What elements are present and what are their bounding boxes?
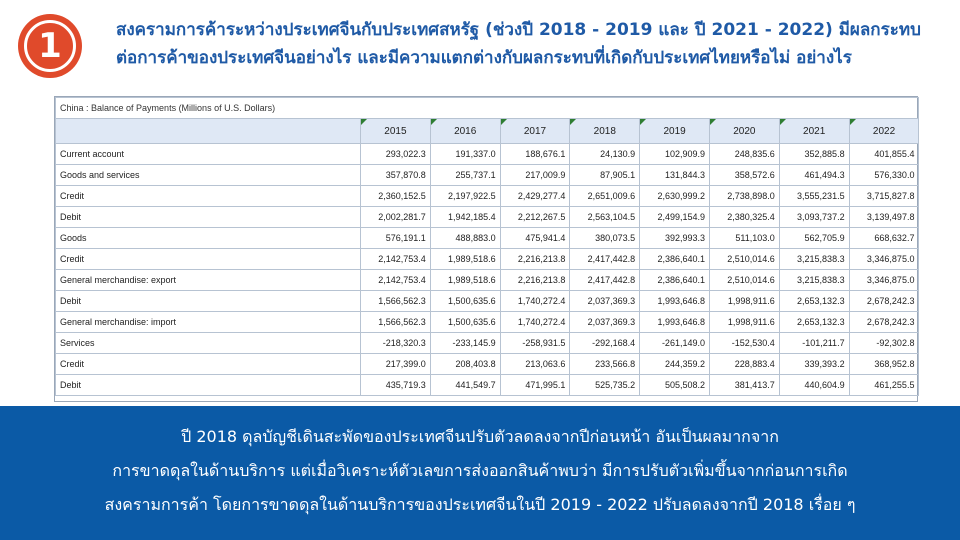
value-cell: 293,022.3 [361, 144, 431, 165]
table-row [56, 228, 919, 249]
value-cell: 3,346,875.0 [849, 270, 919, 291]
value-cell: 208,403.8 [430, 354, 500, 375]
value-cell: 2,197,922.5 [430, 186, 500, 207]
value-cell: 3,346,875.0 [849, 249, 919, 270]
value-cell: 381,413.7 [709, 375, 779, 396]
value-cell: 2,499,154.9 [640, 207, 710, 228]
value-cell: 668,632.7 [849, 228, 919, 249]
value-cell: -101,211.7 [779, 333, 849, 354]
value-cell: 1,500,635.6 [430, 291, 500, 312]
value-cell: 2,386,640.1 [640, 270, 710, 291]
value-cell: 475,941.4 [500, 228, 570, 249]
table-caption: China : Balance of Payments (Millions of U.S. Dollars) [56, 98, 919, 119]
value-cell: 2,142,753.4 [361, 270, 431, 291]
value-cell: 488,883.0 [430, 228, 500, 249]
header-year: 2021 [779, 119, 849, 144]
value-cell: 1,989,518.6 [430, 249, 500, 270]
value-cell: 1,993,646.8 [640, 291, 710, 312]
value-cell: 2,386,640.1 [640, 249, 710, 270]
value-cell: 505,508.2 [640, 375, 710, 396]
header-year: 2015 [361, 119, 431, 144]
header-year: 2017 [500, 119, 570, 144]
value-cell: 3,139,497.8 [849, 207, 919, 228]
value-cell: 217,009.9 [500, 165, 570, 186]
value-cell: -261,149.0 [640, 333, 710, 354]
value-cell: 1,740,272.4 [500, 291, 570, 312]
value-cell: 24,130.9 [570, 144, 640, 165]
table-header-row [56, 119, 919, 144]
value-cell: 2,417,442.8 [570, 249, 640, 270]
value-cell: 1,566,562.3 [361, 291, 431, 312]
value-cell: 102,909.9 [640, 144, 710, 165]
value-cell: 188,676.1 [500, 144, 570, 165]
value-cell: 3,555,231.5 [779, 186, 849, 207]
summary-line-1: ปี 2018 ดุลบัญชีเดินสะพัดของประเทศจีนปรับตัวลดลงจากปีก่อนหน้า อันเป็นผลมากจาก [181, 427, 779, 446]
value-cell: 2,653,132.3 [779, 312, 849, 333]
value-cell: -92,302.8 [849, 333, 919, 354]
value-cell: 2,037,369.3 [570, 291, 640, 312]
table-row [56, 186, 919, 207]
header-year: 2022 [849, 119, 919, 144]
row-label: Credit [56, 249, 361, 270]
value-cell: 1,998,911.6 [709, 291, 779, 312]
value-cell: 471,995.1 [500, 375, 570, 396]
value-cell: 339,393.2 [779, 354, 849, 375]
value-cell: 2,142,753.4 [361, 249, 431, 270]
table-row [56, 207, 919, 228]
value-cell: 3,715,827.8 [849, 186, 919, 207]
value-cell: 1,942,185.4 [430, 207, 500, 228]
value-cell: 2,630,999.2 [640, 186, 710, 207]
value-cell: -218,320.3 [361, 333, 431, 354]
value-cell: 2,563,104.5 [570, 207, 640, 228]
row-label: Services [56, 333, 361, 354]
table-row [56, 144, 919, 165]
value-cell: 380,073.5 [570, 228, 640, 249]
value-cell: 2,417,442.8 [570, 270, 640, 291]
header-label-cell [56, 119, 361, 144]
value-cell: 357,870.8 [361, 165, 431, 186]
table-row [56, 354, 919, 375]
value-cell: 562,705.9 [779, 228, 849, 249]
row-label: Goods and services [56, 165, 361, 186]
value-cell: 2,651,009.6 [570, 186, 640, 207]
value-cell: 1,566,562.3 [361, 312, 431, 333]
value-cell: 2,216,213.8 [500, 249, 570, 270]
value-cell: 401,855.4 [849, 144, 919, 165]
value-cell: 248,835.6 [709, 144, 779, 165]
value-cell: 2,002,281.7 [361, 207, 431, 228]
row-label: General merchandise: import [56, 312, 361, 333]
value-cell: 525,735.2 [570, 375, 640, 396]
value-cell: 228,883.4 [709, 354, 779, 375]
value-cell: 2,653,132.3 [779, 291, 849, 312]
value-cell: 576,191.1 [361, 228, 431, 249]
header-year: 2018 [570, 119, 640, 144]
value-cell: 2,360,152.5 [361, 186, 431, 207]
row-label: Current account [56, 144, 361, 165]
heading-line-1: สงครามการค้าระหว่างประเทศจีนกับประเทศสหรัฐ (ช่วงปี 2018 - 2019 และ ปี 2021 - 2022) มีผลกระทบ [116, 20, 921, 40]
value-cell: 352,885.8 [779, 144, 849, 165]
table-row [56, 291, 919, 312]
table-row [56, 375, 919, 396]
value-cell: 213,063.6 [500, 354, 570, 375]
value-cell: 2,212,267.5 [500, 207, 570, 228]
value-cell: 3,215,838.3 [779, 249, 849, 270]
value-cell: 1,740,272.4 [500, 312, 570, 333]
value-cell: -152,530.4 [709, 333, 779, 354]
value-cell: 2,678,242.3 [849, 291, 919, 312]
row-label: Credit [56, 186, 361, 207]
value-cell: 87,905.1 [570, 165, 640, 186]
heading-line-2: ต่อการค้าของประเทศจีนอย่างไร และมีความแตกต่างกับผลกระทบที่เกิดกับประเทศไทยหรือไม่ อย่างไร [116, 48, 852, 68]
value-cell: 435,719.3 [361, 375, 431, 396]
value-cell: -292,168.4 [570, 333, 640, 354]
header-year: 2019 [640, 119, 710, 144]
value-cell: 461,494.3 [779, 165, 849, 186]
value-cell: 2,678,242.3 [849, 312, 919, 333]
table-row [56, 165, 919, 186]
value-cell: 1,998,911.6 [709, 312, 779, 333]
summary-panel [0, 406, 960, 540]
balance-of-payments-table [55, 97, 919, 396]
header-year: 2020 [709, 119, 779, 144]
balance-of-payments-table-image [54, 96, 918, 402]
row-label: Credit [56, 354, 361, 375]
value-cell: 2,738,898.0 [709, 186, 779, 207]
value-cell: 461,255.5 [849, 375, 919, 396]
value-cell: 2,510,014.6 [709, 270, 779, 291]
row-label: Debit [56, 207, 361, 228]
value-cell: 576,330.0 [849, 165, 919, 186]
value-cell: 368,952.8 [849, 354, 919, 375]
row-label: Debit [56, 375, 361, 396]
slide-heading [116, 16, 946, 72]
value-cell: 244,359.2 [640, 354, 710, 375]
value-cell: 441,549.7 [430, 375, 500, 396]
value-cell: 2,429,277.4 [500, 186, 570, 207]
table-row [56, 312, 919, 333]
value-cell: 131,844.3 [640, 165, 710, 186]
value-cell: 392,993.3 [640, 228, 710, 249]
value-cell: -233,145.9 [430, 333, 500, 354]
value-cell: 1,989,518.6 [430, 270, 500, 291]
value-cell: 1,500,635.6 [430, 312, 500, 333]
row-label: Debit [56, 291, 361, 312]
table-row [56, 270, 919, 291]
value-cell: -258,931.5 [500, 333, 570, 354]
value-cell: 3,093,737.2 [779, 207, 849, 228]
value-cell: 255,737.1 [430, 165, 500, 186]
step-number: 1 [24, 20, 76, 72]
table-row [56, 333, 919, 354]
value-cell: 2,510,014.6 [709, 249, 779, 270]
row-label: Goods [56, 228, 361, 249]
value-cell: 2,216,213.8 [500, 270, 570, 291]
summary-line-2: การขาดดุลในด้านบริการ แต่เมื่อวิเคราะห์ตัวเลขการส่งออกสินค้าพบว่า มีการปรับตัวเพิ่มขึ้นจากก่อนการเกิด [112, 461, 848, 480]
value-cell: 2,380,325.4 [709, 207, 779, 228]
header-year: 2016 [430, 119, 500, 144]
value-cell: 1,993,646.8 [640, 312, 710, 333]
value-cell: 2,037,369.3 [570, 312, 640, 333]
value-cell: 191,337.0 [430, 144, 500, 165]
value-cell: 358,572.6 [709, 165, 779, 186]
value-cell: 217,399.0 [361, 354, 431, 375]
summary-line-3: สงครามการค้า โดยการขาดดุลในด้านบริการของประเทศจีนในปี 2019 - 2022 ปรับลดลงจากปี 2018 เรื่อย ๆ [104, 495, 856, 514]
value-cell: 233,566.8 [570, 354, 640, 375]
value-cell: 511,103.0 [709, 228, 779, 249]
value-cell: 440,604.9 [779, 375, 849, 396]
value-cell: 3,215,838.3 [779, 270, 849, 291]
table-row [56, 249, 919, 270]
step-number-badge [18, 14, 82, 78]
row-label: General merchandise: export [56, 270, 361, 291]
